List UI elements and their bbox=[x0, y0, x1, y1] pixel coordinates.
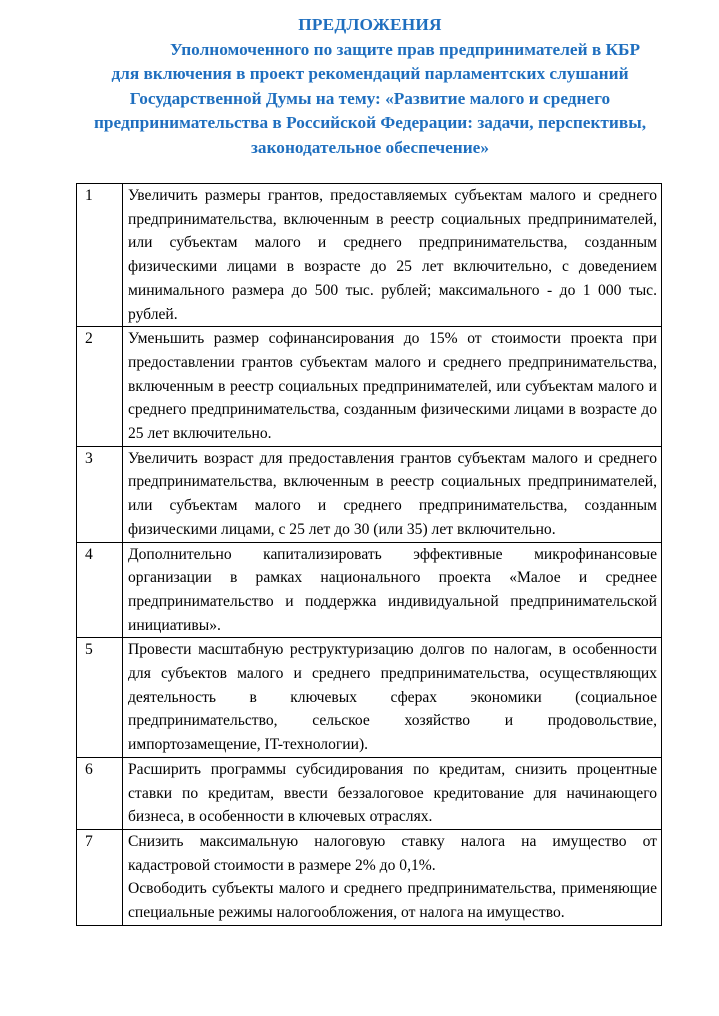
row-text bbox=[123, 757, 662, 829]
header-line-1: Уполномоченного по защите прав предпринимателей в КБР bbox=[169, 39, 641, 59]
proposal-paragraph: Дополнительно капитализировать эффективные микрофинансовые организации в рамках национального проекта «Малое и среднее предпринимательство и поддержка индивидуальной предпринимательской инициативы». bbox=[128, 545, 657, 634]
document-title: ПРЕДЛОЖЕНИЯ bbox=[298, 15, 442, 34]
table-row bbox=[77, 829, 662, 925]
row-text bbox=[123, 638, 662, 758]
header-line-4: предпринимательства в Российской Федерации: задачи, перспективы, bbox=[93, 113, 647, 133]
proposals-table bbox=[76, 183, 662, 926]
row-text bbox=[123, 829, 662, 925]
row-number: 5 bbox=[77, 638, 123, 758]
row-number: 6 bbox=[77, 757, 123, 829]
proposal-paragraph: Снизить максимальную налоговую ставку налога на имущество от кадастровой стоимости в размере 2% до 0,1%. bbox=[128, 832, 657, 874]
proposal-paragraph: Освободить субъекты малого и среднего предпринимательства, применяющие специальные режимы налогообложения, от налога на имущество. bbox=[128, 880, 657, 922]
table-row bbox=[77, 327, 662, 447]
table-row bbox=[77, 638, 662, 758]
proposal-paragraph: Уменьшить размер софинансирования до 15% от стоимости проекта при предоставлении грантов субъектам малого и среднего предпринимательства, включенным в реестр социальных предпринимателей, или субъектам малого и среднего предпринимательства, созданным физическими лицами в возрасте до 25 лет включительно. bbox=[128, 330, 657, 443]
proposal-paragraph: Увеличить размеры грантов, предоставляемых субъектам малого и среднего предпринимательства, включенным в реестр социальных предпринимателей, или субъектам малого и среднего предпринимательства, созданным физическими лицами в возрасте до 25 лет включительно, с доведением минимального размера до 500 тыс. рублей; максимального - до 1 000 тыс. рублей. bbox=[128, 187, 657, 323]
proposal-paragraph: Провести масштабную реструктуризацию долгов по налогам, в особенности для субъектов малого и среднего предпринимательства, осуществляющих деятельность в ключевых сферах экономики (социальное предпринимательство, сельское хозяйство и продовольствие, импортозамещение, IT-технологии). bbox=[128, 641, 657, 754]
row-number: 2 bbox=[77, 327, 123, 447]
header-line-2: для включения в проект рекомендаций парламентских слушаний bbox=[111, 64, 629, 84]
row-text bbox=[123, 327, 662, 447]
proposal-paragraph: Увеличить возраст для предоставления грантов субъектам малого и среднего предпринимательства, включенным в реестр социальных предпринимателей, или субъектам малого и среднего предпринимательства, созданным физическими лицами, с 25 лет до 30 (или 35) лет включительно. bbox=[128, 449, 657, 538]
header-line-3: Государственной Думы на тему: «Развитие малого и среднего bbox=[129, 88, 611, 108]
row-text bbox=[123, 542, 662, 638]
row-number: 4 bbox=[77, 542, 123, 638]
proposal-paragraph: Расширить программы субсидирования по кредитам, снизить процентные ставки по кредитам, ввести беззалоговое кредитование для начинающего бизнеса, в особенности в ключевых отраслях. bbox=[128, 760, 657, 826]
table-row bbox=[77, 446, 662, 542]
table-row bbox=[77, 542, 662, 638]
row-number: 1 bbox=[77, 184, 123, 327]
header-line-5: законодательное обеспечение» bbox=[250, 137, 489, 157]
row-text bbox=[123, 446, 662, 542]
document-header bbox=[40, 13, 700, 161]
table-row bbox=[77, 757, 662, 829]
row-text bbox=[123, 184, 662, 327]
row-number: 3 bbox=[77, 446, 123, 542]
row-number: 7 bbox=[77, 829, 123, 925]
table-row bbox=[77, 184, 662, 327]
